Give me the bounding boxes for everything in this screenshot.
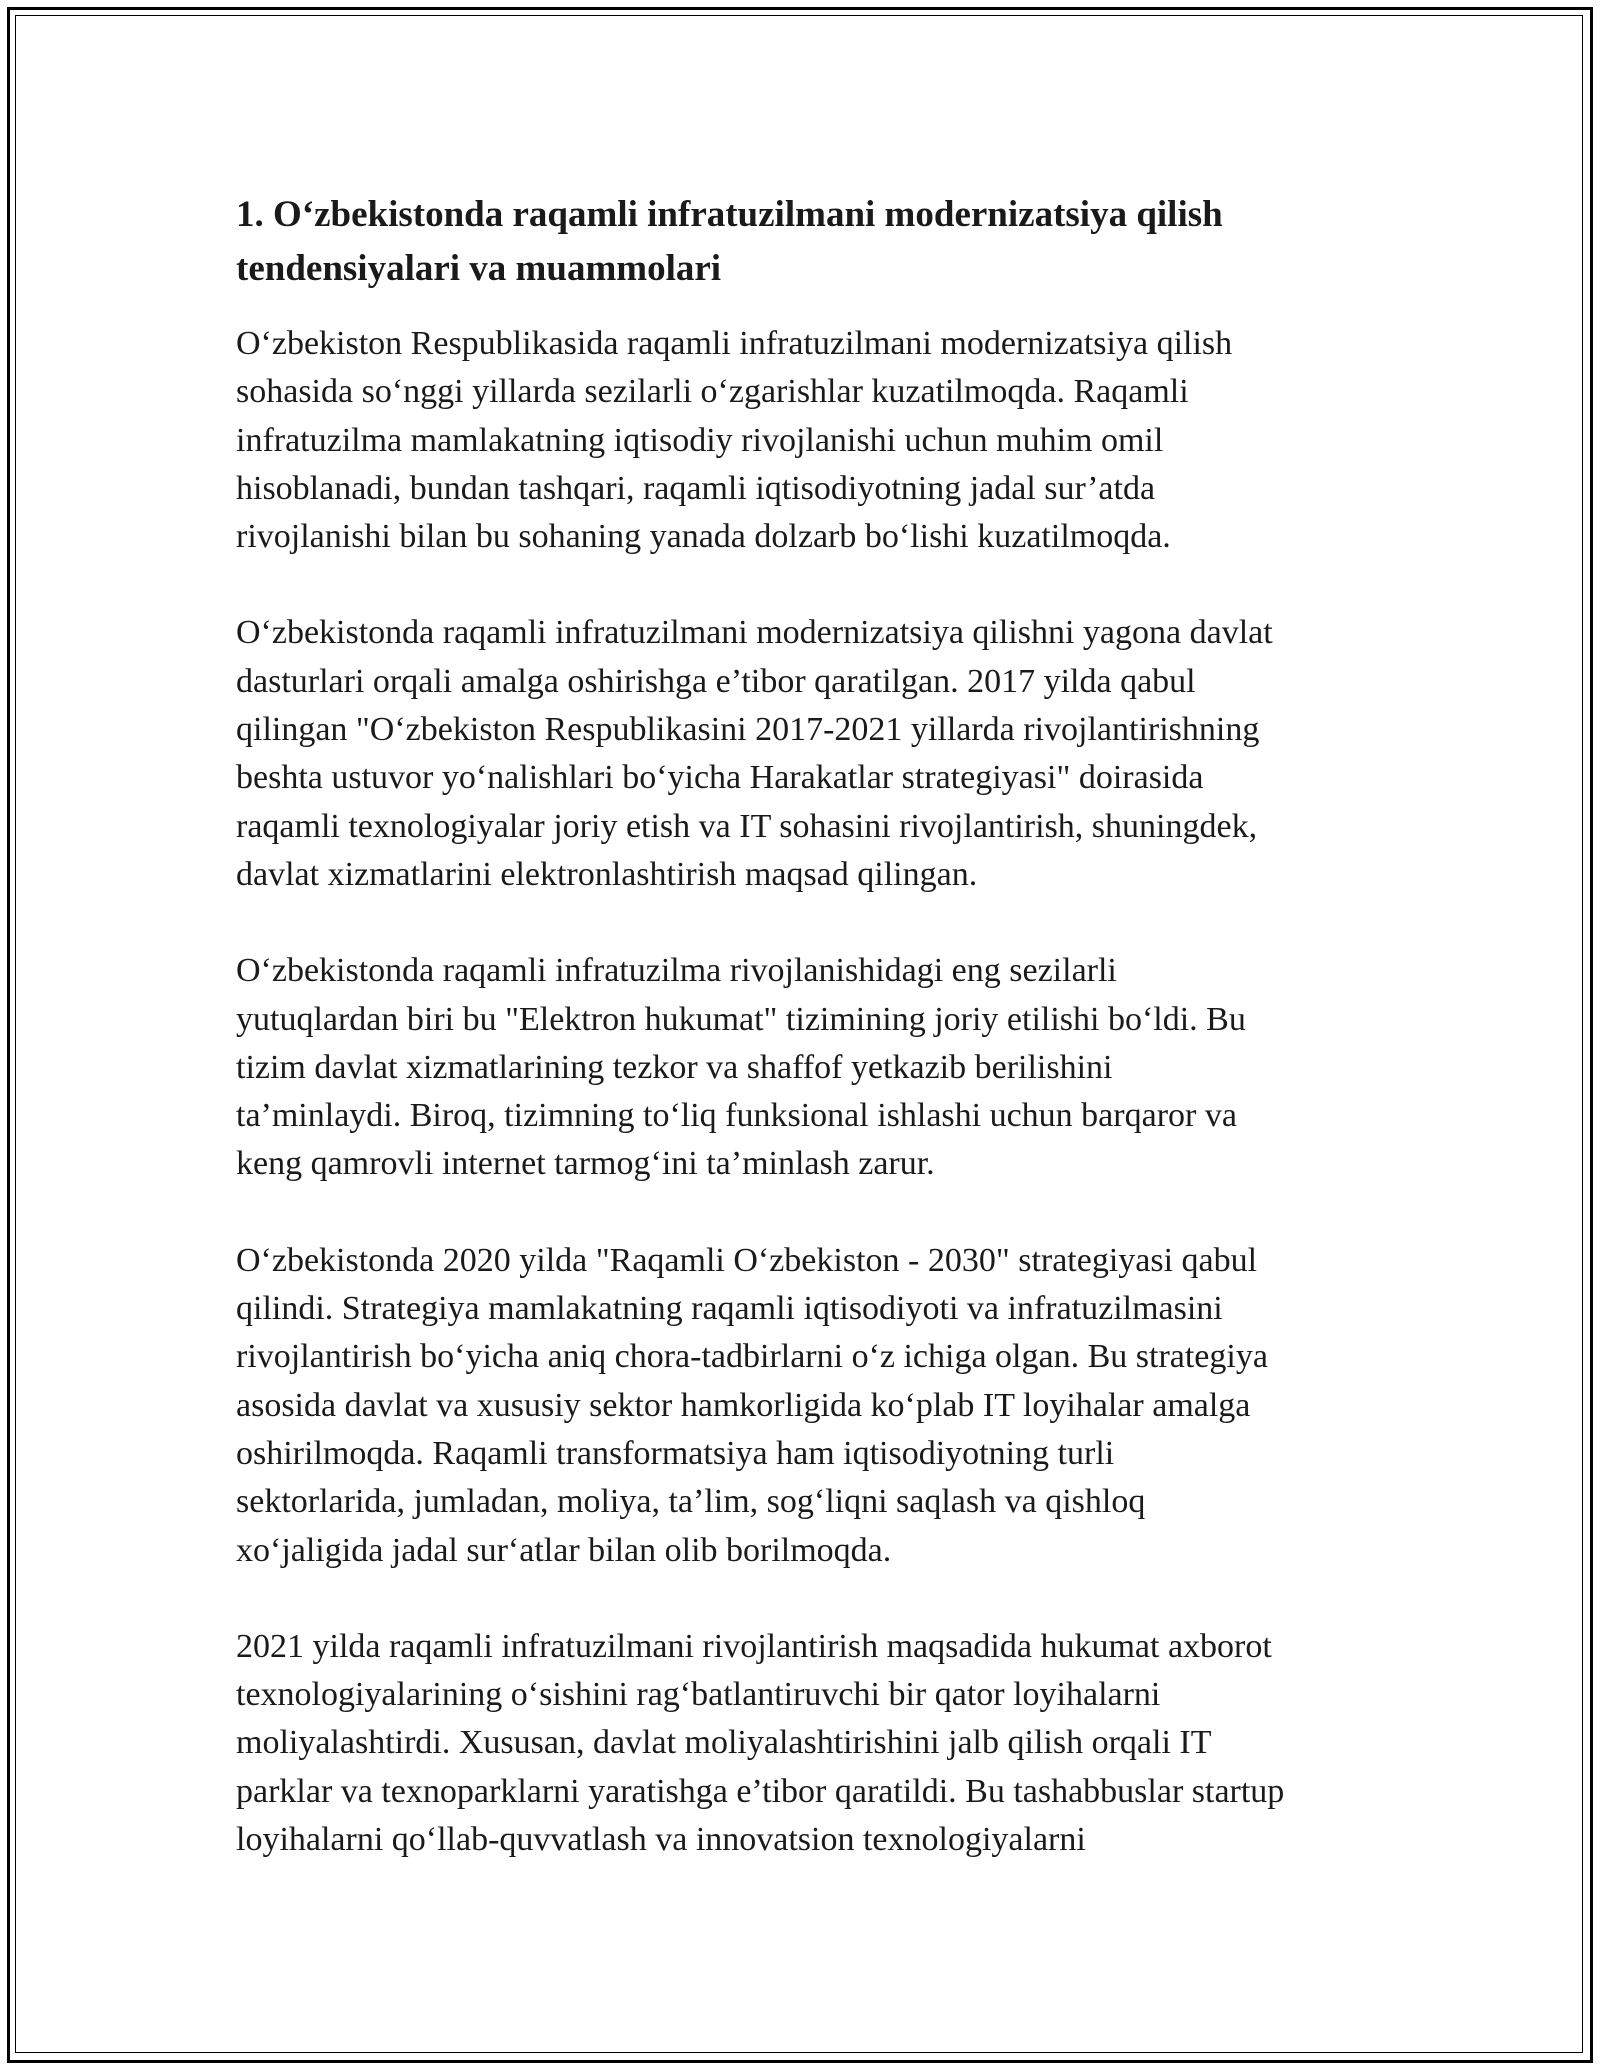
paragraph-4 [236,1237,1386,1575]
paragraph-line: sektorlarida, jumladan, moliya, ta’lim, sog‘liqni saqlash va qishloq [236,1483,1146,1521]
section-heading [236,188,1386,296]
paragraph-line: keng qamrovli internet tarmog‘ini ta’minlash zarur. [236,1145,935,1183]
paragraph-2 [236,609,1386,899]
paragraph-line: moliyalashtirdi. Xususan, davlat moliyalashtirishini jalb qilish orqali IT [236,1724,1212,1762]
paragraph-line: loyihalarni qo‘llab-quvvatlash va innovatsion texnologiyalarni [236,1821,1086,1859]
heading-line: 1. O‘zbekistonda raqamli infratuzilmani modernizatsiya qilish [236,194,1223,235]
paragraph-1 [236,320,1386,561]
paragraph-line: O‘zbekistonda raqamli infratuzilmani modernizatsiya qilishni yagona davlat [236,614,1273,652]
paragraph-line: beshta ustuvor yo‘nalishlari bo‘yicha Harakatlar strategiyasi" doirasida [236,759,1204,797]
paragraph-5 [236,1623,1386,1864]
paragraph-line: yutuqlardan biri bu "Elektron hukumat" tizimining joriy etilishi bo‘ldi. Bu [236,1000,1246,1038]
paragraph-line: tizim davlat xizmatlarining tezkor va shaffof yetkazib berilishini [236,1048,1113,1086]
paragraph-line: O‘zbekiston Respublikasida raqamli infratuzilmani modernizatsiya qilish [236,325,1233,362]
paragraph-line: xo‘jaligida jadal sur‘atlar bilan olib borilmoqda. [236,1531,892,1569]
paragraph-line: parklar va texnoparklarni yaratishga e’tibor qaratildi. Bu tashabbuslar startup [236,1772,1285,1810]
paragraph-line: O‘zbekistonda raqamli infratuzilma rivojlanishidagi eng sezilarli [236,952,1117,990]
paragraph-line: rivojlantirish bo‘yicha aniq chora-tadbirlarni o‘z ichiga olgan. Bu strategiya [236,1338,1268,1376]
paragraph-line: raqamli texnologiyalar joriy etish va IT sohasini rivojlantirish, shuningdek, [236,807,1258,845]
paragraph-line: asosida davlat va xususiy sektor hamkorligida ko‘plab IT loyihalar amalga [236,1386,1251,1424]
paragraph-line: qilindi. Strategiya mamlakatning raqamli iqtisodiyoti va infratuzilmasini [236,1290,1223,1328]
heading-line: tendensiyalari va muammolari [236,248,722,289]
paragraph-line: infratuzilma mamlakatning iqtisodiy rivojlanishi uchun muhim omil [236,421,1164,459]
paragraph-line: O‘zbekistonda 2020 yilda "Raqamli O‘zbekiston - 2030" strategiyasi qabul [236,1241,1258,1279]
paragraph-line: davlat xizmatlarini elektronlashtirish maqsad qilingan. [236,855,978,893]
paragraph-line: dasturlari orqali amalga oshirishga e’tibor qaratilgan. 2017 yilda qabul [236,662,1196,700]
paragraph-3 [236,947,1386,1188]
paragraph-line: texnologiyalarining o‘sishini rag‘batlantiruvchi bir qator loyihalarni [236,1676,1161,1714]
paragraph-line: 2021 yilda raqamli infratuzilmani rivojlantirish maqsadida hukumat axborot [236,1627,1272,1665]
paragraph-line: ta’minlaydi. Biroq, tizimning to‘liq funksional ishlashi uchun barqaror va [236,1097,1237,1135]
paragraph-line: rivojlanishi bilan bu sohaning yanada dolzarb bo‘lishi kuzatilmoqda. [236,518,1171,556]
paragraph-line: sohasida so‘nggi yillarda sezilarli o‘zgarishlar kuzatilmoqda. Raqamli [236,373,1189,411]
paragraph-line: oshirilmoqda. Raqamli transformatsiya ham iqtisodiyotning turli [236,1434,1115,1472]
paragraph-line: qilingan "O‘zbekiston Respublikasini 2017-2021 yillarda rivojlantirishning [236,711,1260,749]
paragraph-line: hisoblanadi, bundan tashqari, raqamli iqtisodiyotning jadal sur’atda [236,469,1156,507]
document-body [236,188,1386,1912]
